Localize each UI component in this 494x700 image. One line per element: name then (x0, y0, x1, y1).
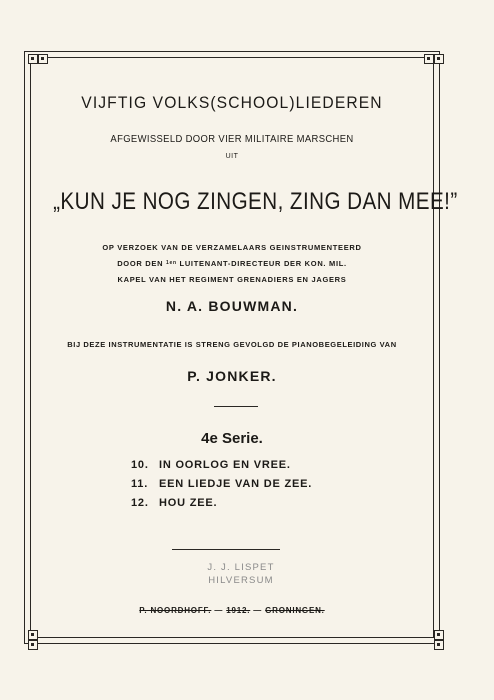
item-title: EEN LIEDJE VAN DE ZEE. (159, 478, 313, 490)
collection-subtitle: AFGEWISSELD DOOR VIER MILITAIRE MARSCHEN (110, 133, 354, 145)
main-title: „KUN JE NOG ZINGEN, ZING DAN MEE!” (53, 188, 458, 215)
credit-line-2-sup: 1en (166, 260, 177, 266)
separator: — (253, 606, 263, 615)
item-number: 11. (131, 478, 149, 490)
corner-ornament (28, 54, 38, 64)
divider-rule (214, 406, 258, 407)
item-number: 10. (131, 459, 149, 471)
list-item (131, 459, 312, 478)
owner-stamp (196, 561, 286, 587)
collection-title: VIJFTIG VOLKS(SCHOOL)LIEDEREN (81, 93, 383, 112)
accompaniment-note: BIJ DEZE INSTRUMENTATIE IS STRENG GEVOLGD DE PIANOBEGELEIDING VAN (67, 340, 397, 349)
list-item (131, 497, 312, 516)
stamp-line-1: J. J. LISPET (207, 562, 275, 573)
separator: — (214, 606, 224, 615)
credit-line-2-b: LUITENANT-DIRECTEUR DER KON. MIL. (179, 259, 347, 268)
corner-ornament (28, 640, 38, 650)
credit-line-2 (24, 259, 440, 268)
corner-ornament (28, 630, 38, 640)
city: GRONINGEN. (265, 606, 325, 615)
item-number: 12. (131, 497, 149, 509)
credit-line-1: OP VERZOEK VAN DE VERZAMELAARS GEINSTRUMENTEERD (102, 243, 362, 252)
item-title: IN OORLOG EN VREE. (159, 459, 291, 471)
corner-ornament (434, 640, 444, 650)
stamp-line-2: HILVERSUM (208, 575, 274, 586)
series-label: 4e Serie. (201, 430, 263, 447)
imprint (24, 606, 440, 615)
corner-ornament (434, 630, 444, 640)
arranger-name: N. A. BOUWMAN. (165, 298, 299, 314)
song-list (131, 459, 312, 516)
publisher: P. NOORDHOFF. (139, 606, 212, 615)
year: 1912. (226, 606, 251, 615)
list-item (131, 478, 312, 497)
uit-label: UIT (225, 153, 239, 160)
corner-ornament (434, 54, 444, 64)
corner-ornament (38, 54, 48, 64)
stamp-rule (172, 549, 280, 550)
accompanist-name: P. JONKER. (187, 368, 277, 384)
item-title: HOU ZEE. (159, 497, 218, 509)
credit-line-3: KAPEL VAN HET REGIMENT GRENADIERS EN JAGERS (117, 275, 347, 284)
corner-ornament (424, 54, 434, 64)
credit-line-2-a: DOOR DEN (117, 259, 164, 268)
